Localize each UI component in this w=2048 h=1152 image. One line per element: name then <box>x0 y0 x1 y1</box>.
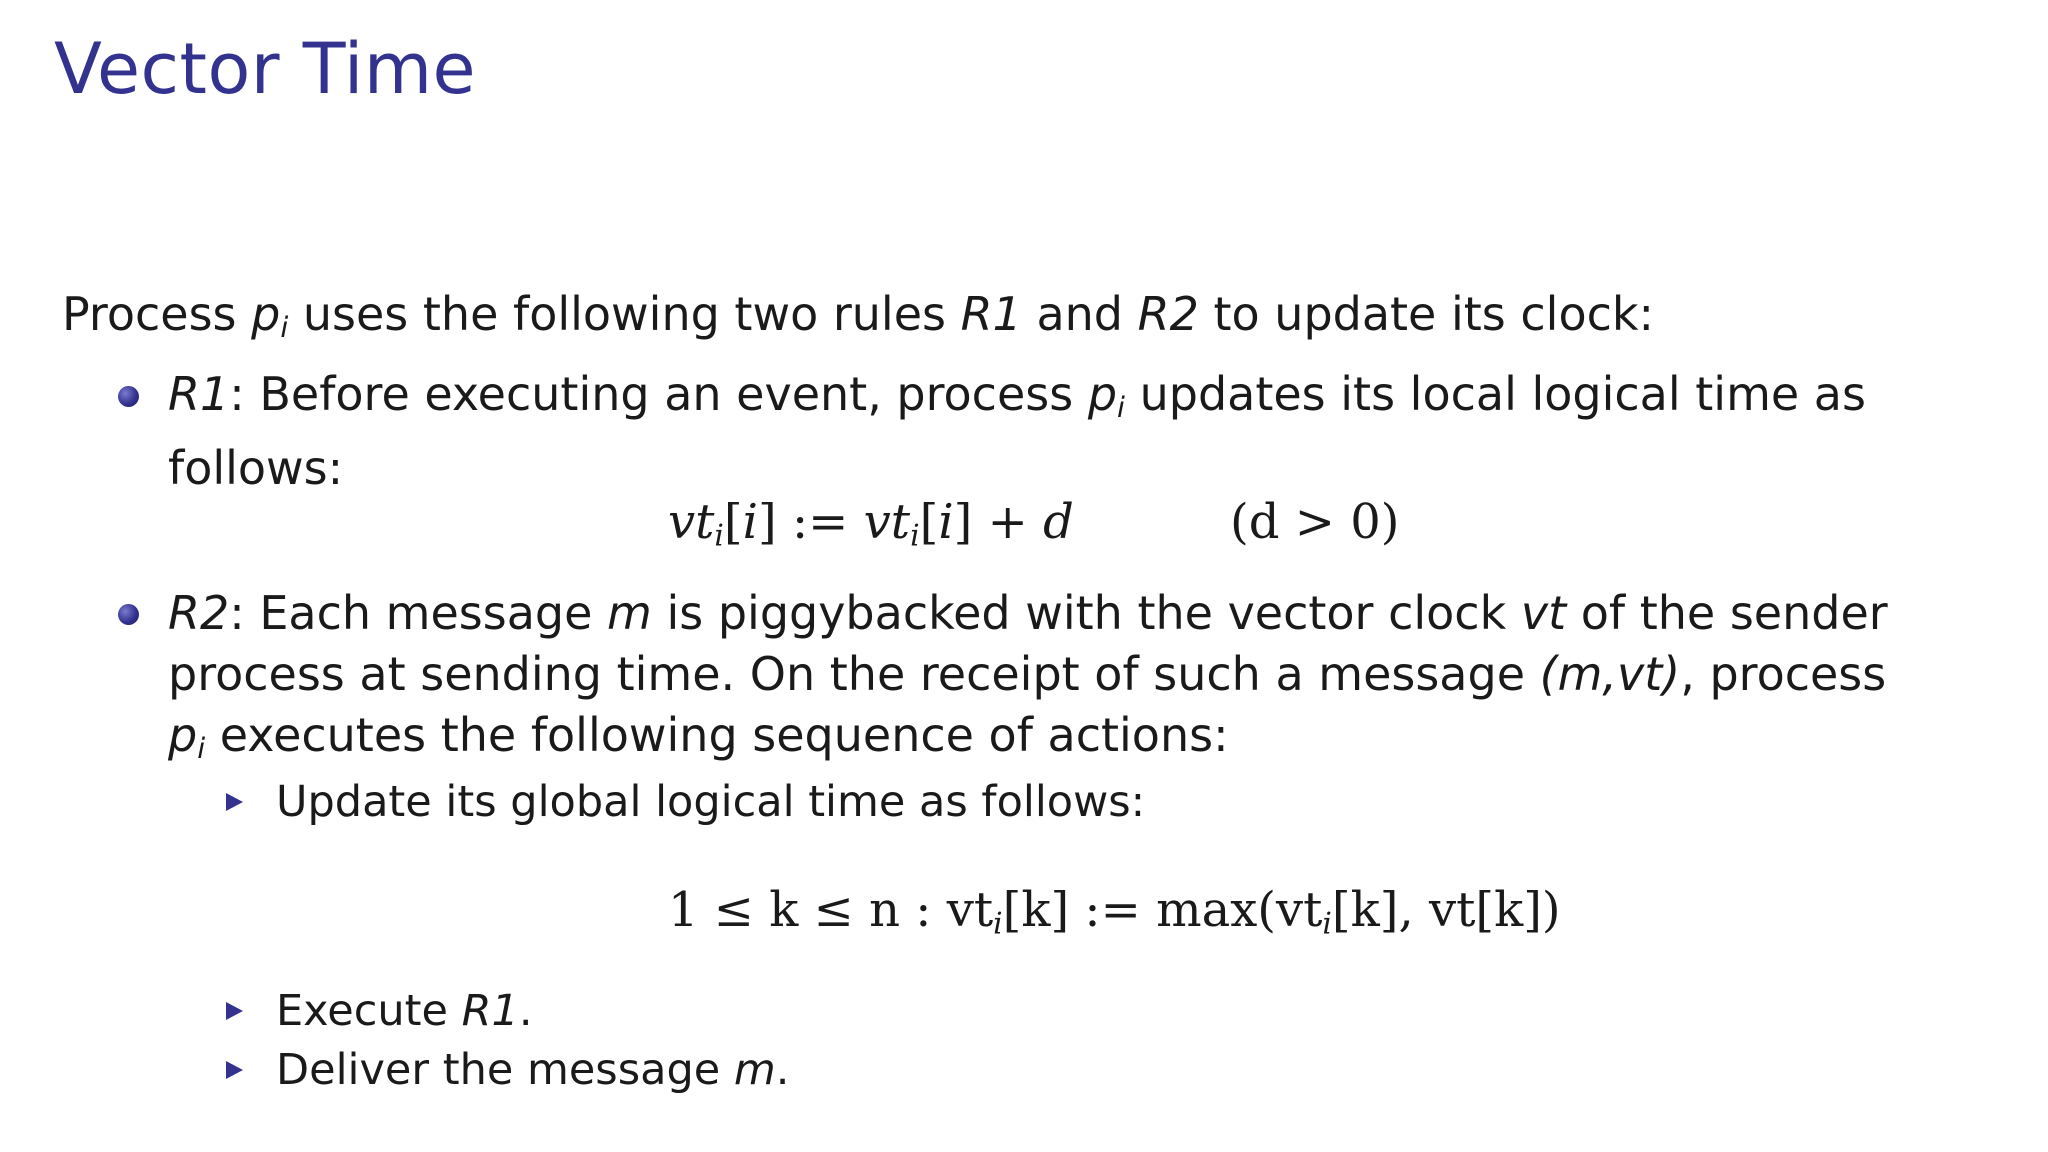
rule-r2-text: of the sender process at sending time. On the receipt of such a message <box>168 586 1888 701</box>
intro-text: Process <box>62 287 252 341</box>
formula-var: i <box>742 494 759 550</box>
process-index: i <box>1117 391 1125 425</box>
triangle-bullet-icon <box>226 793 243 811</box>
rule-r1-condition: (d > 0) <box>1230 494 1400 550</box>
intro-text: to update its clock: <box>1198 287 1655 341</box>
formula-var: i <box>938 494 954 550</box>
intro-text: and <box>1021 287 1138 341</box>
process-symbol: p <box>251 287 281 341</box>
rule-r2-text: executes the following sequence of actions: <box>205 708 1229 762</box>
sub-item-text: Execute <box>276 986 462 1036</box>
rule-r2-formula <box>668 882 1561 941</box>
rule-r1-text: : Before executing an event, process <box>229 367 1088 421</box>
formula-index: i <box>1322 906 1332 942</box>
formula-index: i <box>993 906 1003 942</box>
formula-text: [ <box>723 494 743 550</box>
formula-text: [ <box>919 494 939 550</box>
process-index: i <box>280 311 289 345</box>
sub-item-update: Update its global logical time as follows: <box>276 777 1146 827</box>
bullet-dot-icon <box>118 604 139 625</box>
rule-r1-label: R1 <box>168 367 230 421</box>
process-symbol: p <box>168 708 198 762</box>
rule-r1-ref: R1 <box>960 287 1022 341</box>
formula-text: 1 ≤ k ≤ n : vt <box>668 882 994 938</box>
formula-index: i <box>910 518 920 554</box>
message-tuple: (m,vt) <box>1539 647 1681 701</box>
message-symbol: m <box>733 1045 776 1095</box>
triangle-bullet-icon <box>226 1061 243 1079</box>
rule-r2-item <box>168 583 1928 779</box>
sub-item-text: . <box>775 1045 790 1095</box>
rule-r1-formula <box>668 494 1074 553</box>
bullet-dot-icon <box>118 386 139 407</box>
rule-r2-label: R2 <box>168 586 230 640</box>
rule-r2-ref: R2 <box>1137 287 1199 341</box>
rule-r2-text: , process <box>1680 647 1887 701</box>
sub-item-text: Deliver the message <box>276 1045 734 1095</box>
triangle-bullet-icon <box>226 1002 243 1020</box>
formula-text: ] + <box>953 494 1044 550</box>
intro-paragraph <box>62 284 1654 358</box>
sub-item-deliver <box>276 1042 789 1098</box>
rule-r1-ref: R1 <box>461 986 519 1036</box>
intro-text: uses the following two rules <box>288 287 961 341</box>
formula-var: d <box>1043 494 1074 550</box>
formula-var: vt <box>863 494 911 550</box>
sub-item-text: . <box>518 986 533 1036</box>
process-index: i <box>197 732 206 766</box>
rule-r2-text: : Each message <box>229 586 608 640</box>
formula-text: ] := <box>758 494 864 550</box>
formula-var: vt <box>668 494 715 550</box>
rule-r1-text: updates its local logical time as follows: <box>168 367 1866 496</box>
formula-text: [k], vt[k]) <box>1331 882 1561 938</box>
formula-text: [k] := max(vt <box>1002 882 1323 938</box>
process-symbol: p <box>1087 367 1118 421</box>
rule-r1-item <box>168 364 1928 499</box>
formula-index: i <box>714 518 724 554</box>
vector-clock-symbol: vt <box>1520 586 1567 640</box>
slide-title: Vector Time <box>54 28 477 110</box>
sub-item-execute <box>276 983 533 1039</box>
message-symbol: m <box>607 586 652 640</box>
rule-r2-text: is piggybacked with the vector clock <box>651 586 1521 640</box>
